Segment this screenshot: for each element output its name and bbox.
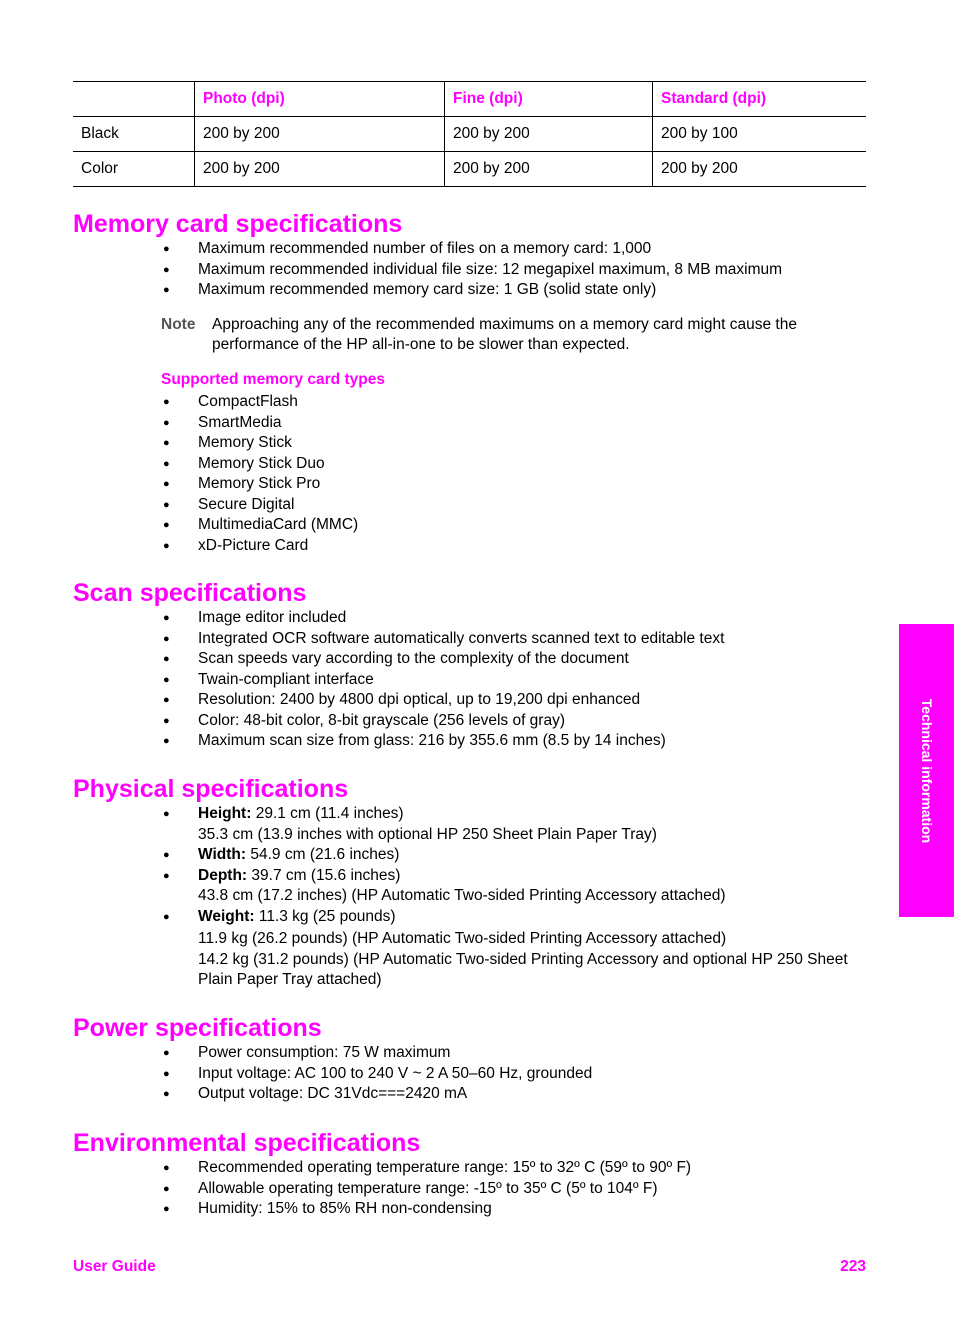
spec-value: 11.3 kg (25 pounds)	[258, 907, 396, 925]
section-heading: Physical specifications	[73, 775, 349, 803]
table-header-row	[73, 82, 866, 117]
chapter-side-tab	[899, 624, 954, 917]
list-item	[73, 907, 873, 991]
list-item: ● CompactFlash	[73, 392, 873, 413]
list-item: ● Memory Stick Pro	[73, 474, 873, 495]
table-cell: Color	[73, 152, 195, 187]
list-item: ● Integrated OCR software automatically converts scanned text to editable text	[73, 629, 873, 650]
spec-value: 29.1 cm (11.4 inches)	[255, 805, 404, 822]
list-item: ● Allowable operating temperature range: -15º to 35º C (5º to 104º F)	[73, 1179, 873, 1200]
list-item: ● SmartMedia	[73, 413, 873, 434]
bullet-list	[73, 239, 873, 301]
table-cell: 200 by 200	[445, 152, 653, 187]
table-cell: 200 by 200	[653, 152, 867, 187]
table-header-cell: Photo (dpi)	[195, 82, 445, 117]
spec-label: Width:	[198, 846, 247, 863]
list-item: ● Maximum recommended number of files on a memory card: 1,000	[73, 239, 873, 260]
table-row	[73, 117, 866, 152]
list-item	[73, 804, 873, 845]
table-cell: 200 by 200	[195, 152, 445, 187]
list-item: ● Memory Stick	[73, 433, 873, 454]
list-item: ● Memory Stick Duo	[73, 454, 873, 475]
note-block	[73, 315, 873, 356]
section-heading: Memory card specifications	[73, 210, 403, 238]
list-item: ● Output voltage: DC 31Vdc===2420 mA	[73, 1084, 873, 1105]
list-item	[73, 866, 873, 907]
list-item: ● Humidity: 15% to 85% RH non-condensing	[73, 1199, 873, 1220]
spec-extra: 43.8 cm (17.2 inches) (HP Automatic Two-sided Printing Accessory attached)	[198, 887, 726, 904]
table-row	[73, 152, 866, 187]
list-item: ● Recommended operating temperature range: 15º to 32º C (59º to 90º F)	[73, 1158, 873, 1179]
list-item: ● Image editor included	[73, 608, 873, 629]
spec-extra: 11.9 kg (26.2 pounds) (HP Automatic Two-sided Printing Accessory attached)	[198, 930, 727, 947]
list-item: ● Color: 48-bit color, 8-bit grayscale (256 levels of gray)	[73, 711, 873, 732]
list-item: ● Twain-compliant interface	[73, 670, 873, 691]
subsection-heading: Supported memory card types	[161, 370, 385, 388]
list-item: ● Input voltage: AC 100 to 240 V ~ 2 A 50–60 Hz, grounded	[73, 1064, 873, 1085]
list-item: ● Maximum scan size from glass: 216 by 355.6 mm (8.5 by 14 inches)	[73, 731, 873, 752]
list-item: ● Maximum recommended memory card size: 1 GB (solid state only)	[73, 280, 873, 301]
power-section	[73, 1013, 873, 1105]
footer-guide-title: User Guide	[73, 1258, 156, 1275]
section-heading: Environmental specifications	[73, 1129, 421, 1157]
bullet-list	[73, 392, 873, 556]
list-item: ● Secure Digital	[73, 495, 873, 516]
list-item: ● Resolution: 2400 by 4800 dpi optical, up to 19,200 dpi enhanced	[73, 690, 873, 711]
spec-label: Depth:	[198, 866, 248, 884]
list-item: ● MultimediaCard (MMC)	[73, 515, 873, 536]
section-heading: Scan specifications	[73, 579, 307, 607]
list-item	[73, 845, 873, 866]
table-cell: 200 by 200	[445, 117, 653, 152]
note-text: Approaching any of the recommended maximums on a memory card might cause the performance of the HP all-in-one to be slower than expected.	[212, 315, 797, 353]
list-item: ● Maximum recommended individual file size: 12 megapixel maximum, 8 MB maximum	[73, 260, 873, 281]
table-header-cell: Standard (dpi)	[653, 82, 867, 117]
environmental-section	[73, 1128, 873, 1220]
page-number: 223	[840, 1258, 866, 1275]
spec-label: Weight:	[198, 907, 255, 925]
table-header-cell	[73, 82, 195, 117]
side-tab-label: Technical information	[918, 698, 935, 843]
bullet-list	[73, 608, 873, 752]
table-cell: 200 by 100	[653, 117, 867, 152]
list-item: ● Scan speeds vary according to the complexity of the document	[73, 649, 873, 670]
list-item: ● Power consumption: 75 W maximum	[73, 1043, 873, 1064]
memory-section	[73, 209, 873, 556]
spec-label: Height:	[198, 805, 252, 822]
table-cell: 200 by 200	[195, 117, 445, 152]
spec-extra: 14.2 kg (31.2 pounds) (HP Automatic Two-sided Printing Accessory and optional HP 250 Sheet Plain Paper Tray attached)	[198, 950, 848, 988]
section-heading: Power specifications	[73, 1014, 322, 1042]
spec-extra: 35.3 cm (13.9 inches with optional HP 250 Sheet Plain Paper Tray)	[198, 825, 657, 843]
bullet-list	[73, 1158, 873, 1220]
physical-section	[73, 774, 873, 991]
spec-value: 39.7 cm (15.6 inches)	[251, 866, 401, 884]
table-cell: Black	[73, 117, 195, 152]
bullet-list	[73, 804, 873, 991]
bullet-list	[73, 1043, 873, 1105]
list-item: ● xD-Picture Card	[73, 536, 873, 557]
spec-value: 54.9 cm (21.6 inches)	[250, 846, 400, 863]
resolution-table	[73, 81, 866, 187]
scan-section	[73, 578, 873, 752]
table-header-cell: Fine (dpi)	[445, 82, 653, 117]
note-label: Note	[161, 315, 196, 333]
